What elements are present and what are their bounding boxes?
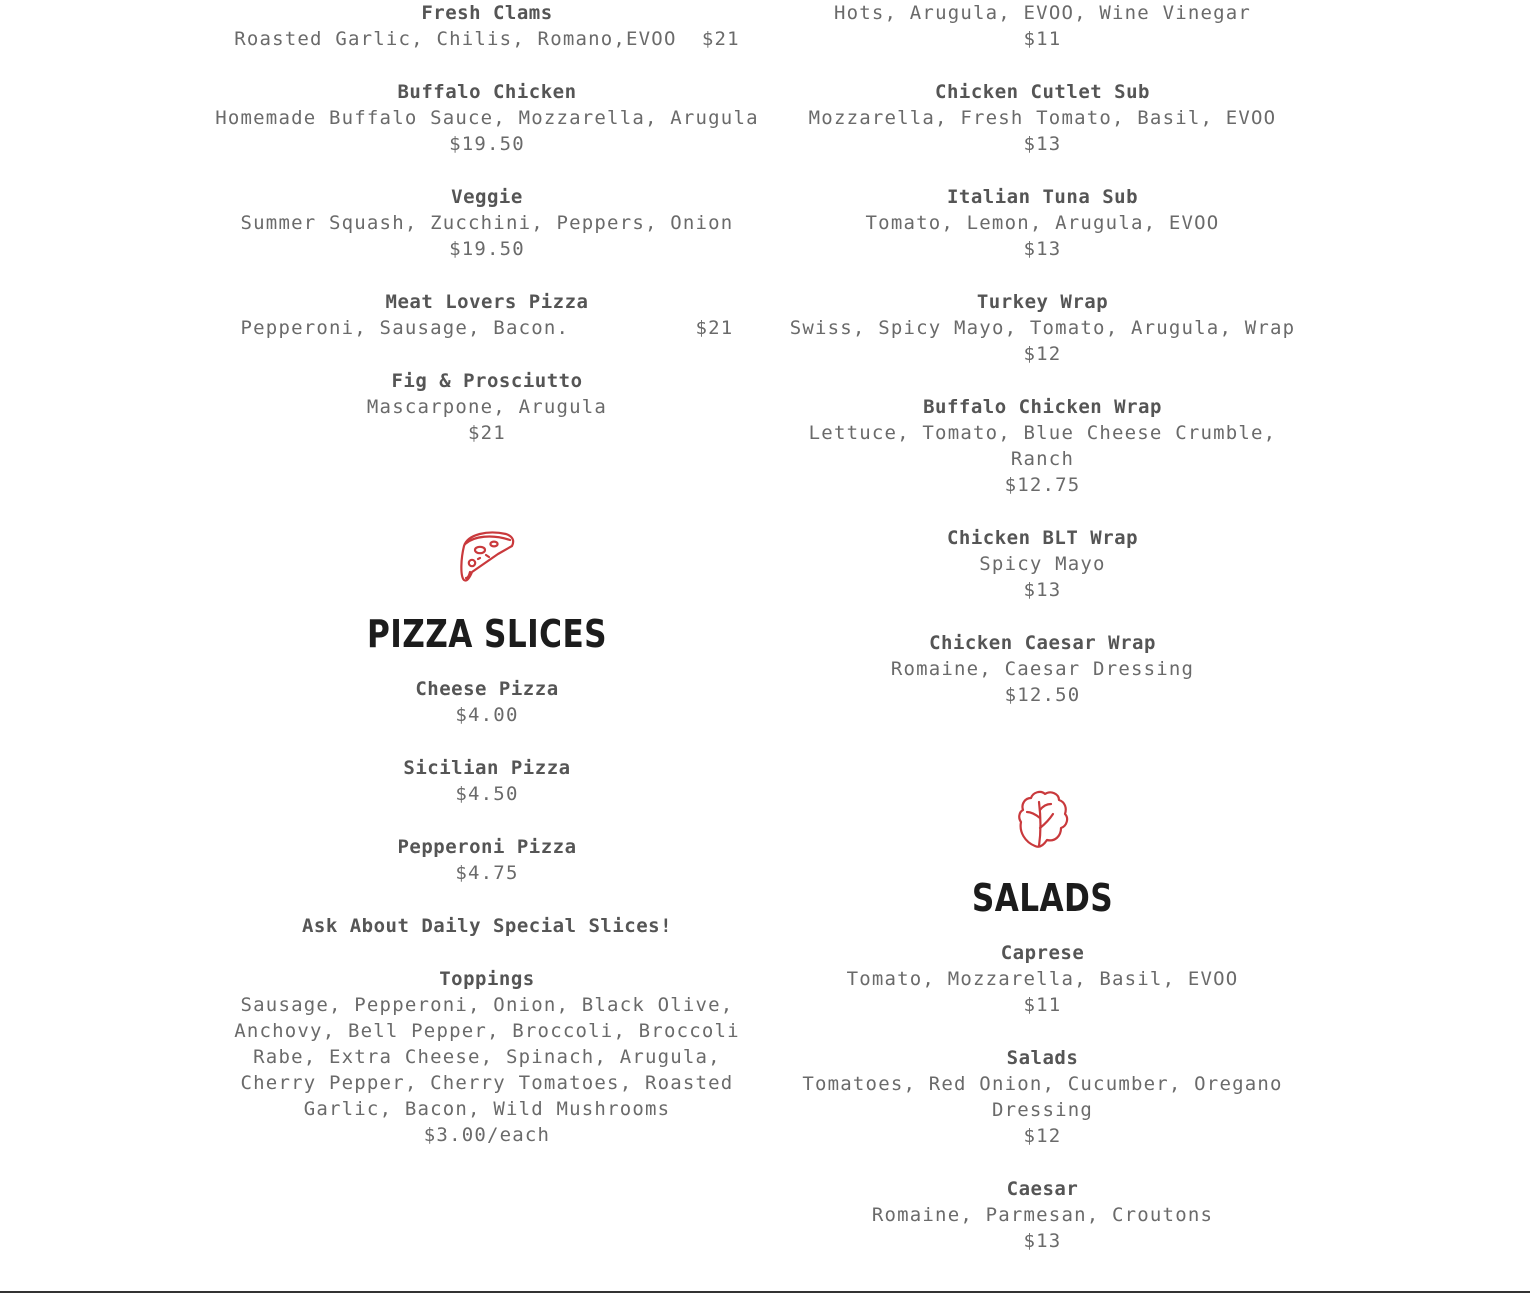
item-name: Cheese Pizza bbox=[415, 678, 559, 700]
right-menu-column bbox=[780, 0, 1305, 735]
item-name: Sicilian Pizza bbox=[403, 757, 571, 779]
item-name: Salads bbox=[1006, 1047, 1079, 1069]
item-name: Turkey Wrap bbox=[976, 291, 1109, 313]
menu-item bbox=[780, 630, 1305, 708]
item-description: Romaine, Caesar Dressing bbox=[890, 658, 1195, 680]
item-name: Caprese bbox=[1000, 942, 1085, 964]
menu-item bbox=[780, 0, 1305, 52]
menu-item bbox=[212, 0, 762, 52]
section-title: SALADS bbox=[971, 876, 1114, 920]
item-description: Homemade Buffalo Sauce, Mozzarella, Arugula bbox=[215, 107, 759, 129]
item-description: Tomato, Lemon, Arugula, EVOO bbox=[865, 212, 1220, 234]
item-name: Chicken Caesar Wrap bbox=[929, 632, 1156, 654]
item-price: $13 bbox=[1023, 133, 1062, 155]
item-name: Italian Tuna Sub bbox=[946, 186, 1139, 208]
item-price: $4.75 bbox=[455, 862, 519, 884]
item-description: Hots, Arugula, EVOO, Wine Vinegar bbox=[833, 2, 1252, 24]
item-price: $12 bbox=[1023, 1125, 1062, 1147]
item-price: $11 bbox=[1023, 28, 1062, 50]
item-price: $12.50 bbox=[1004, 684, 1081, 706]
section-title: PIZZA SLICES bbox=[366, 612, 607, 656]
item-description: Mascarpone, Arugula bbox=[366, 396, 608, 418]
item-name: Meat Lovers Pizza bbox=[385, 291, 589, 313]
item-name: Caesar bbox=[1006, 1178, 1079, 1200]
menu-item bbox=[780, 394, 1305, 498]
menu-item bbox=[780, 184, 1305, 262]
item-name: Toppings bbox=[439, 968, 535, 990]
item-name: Fresh Clams bbox=[421, 2, 553, 24]
item-price: $19.50 bbox=[449, 133, 525, 155]
item-description: Romaine, Parmesan, Croutons bbox=[871, 1204, 1214, 1226]
item-description: Tomatoes, Red Onion, Cucumber, Oregano Dressing bbox=[802, 1073, 1296, 1121]
item-price: $12 bbox=[1023, 343, 1062, 365]
item-price: $3.00/each bbox=[423, 1124, 551, 1146]
menu-item bbox=[780, 289, 1305, 367]
menu-item bbox=[780, 525, 1305, 603]
pizza-slices-section bbox=[212, 528, 762, 1175]
item-price: $21 bbox=[468, 422, 506, 444]
item-price: $13 bbox=[1023, 1230, 1062, 1252]
item-description: Summer Squash, Zucchini, Peppers, Onion bbox=[240, 212, 734, 234]
menu-item bbox=[212, 184, 762, 262]
item-name: Veggie bbox=[451, 186, 523, 208]
menu-item bbox=[212, 676, 762, 728]
item-price: $13 bbox=[1023, 238, 1062, 260]
item-price: $4.50 bbox=[455, 783, 519, 805]
item-description: Sausage, Pepperoni, Onion, Black Olive, Anchovy, Bell Pepper, Broccoli, Broccoli Rabe, Extra Cheese, Spinach, Arugula, Cherry Pepper, Cherry Tomatoes, Roasted Garlic, Bacon, Wild Mushrooms bbox=[234, 994, 753, 1120]
menu-item bbox=[212, 289, 762, 341]
menu-item bbox=[780, 79, 1305, 157]
salads-section bbox=[780, 788, 1305, 1281]
menu-item bbox=[212, 834, 762, 886]
item-description: Lettuce, Tomato, Blue Cheese Crumble, Ranch bbox=[808, 422, 1289, 470]
menu-item bbox=[780, 1176, 1305, 1254]
item-description: Mozzarella, Fresh Tomato, Basil, EVOO bbox=[808, 107, 1277, 129]
menu-item bbox=[780, 1045, 1305, 1149]
item-name: Buffalo Chicken bbox=[397, 81, 577, 103]
item-price: $11 bbox=[1023, 994, 1062, 1016]
item-price: $13 bbox=[1023, 579, 1062, 601]
item-name: Chicken BLT Wrap bbox=[946, 527, 1139, 549]
menu-item bbox=[780, 940, 1305, 1018]
item-description: Swiss, Spicy Mayo, Tomato, Arugula, Wrap bbox=[789, 317, 1296, 339]
item-price: $12.75 bbox=[1004, 474, 1081, 496]
item-price: $4.00 bbox=[455, 704, 519, 726]
pizza-slice-icon bbox=[458, 528, 516, 584]
item-name: Fig & Prosciutto bbox=[391, 370, 583, 392]
item-name: Pepperoni Pizza bbox=[397, 836, 577, 858]
item-name: Chicken Cutlet Sub bbox=[935, 81, 1150, 103]
special-note-text: Ask About Daily Special Slices! bbox=[301, 915, 673, 937]
item-description: Pepperoni, Sausage, Bacon. $21 bbox=[240, 317, 734, 339]
special-note bbox=[212, 913, 762, 939]
item-description: Roasted Garlic, Chilis, Romano,EVOO $21 bbox=[234, 28, 740, 50]
menu-item bbox=[212, 368, 762, 446]
item-price: $19.50 bbox=[449, 238, 525, 260]
item-description: Tomato, Mozzarella, Basil, EVOO bbox=[846, 968, 1239, 990]
menu-item bbox=[212, 755, 762, 807]
toppings-item bbox=[212, 966, 762, 1148]
item-description: Spicy Mayo bbox=[979, 553, 1106, 575]
lettuce-icon bbox=[1015, 788, 1071, 850]
item-name: Buffalo Chicken Wrap bbox=[923, 396, 1162, 418]
left-menu-column bbox=[212, 0, 762, 473]
menu-item bbox=[212, 79, 762, 157]
